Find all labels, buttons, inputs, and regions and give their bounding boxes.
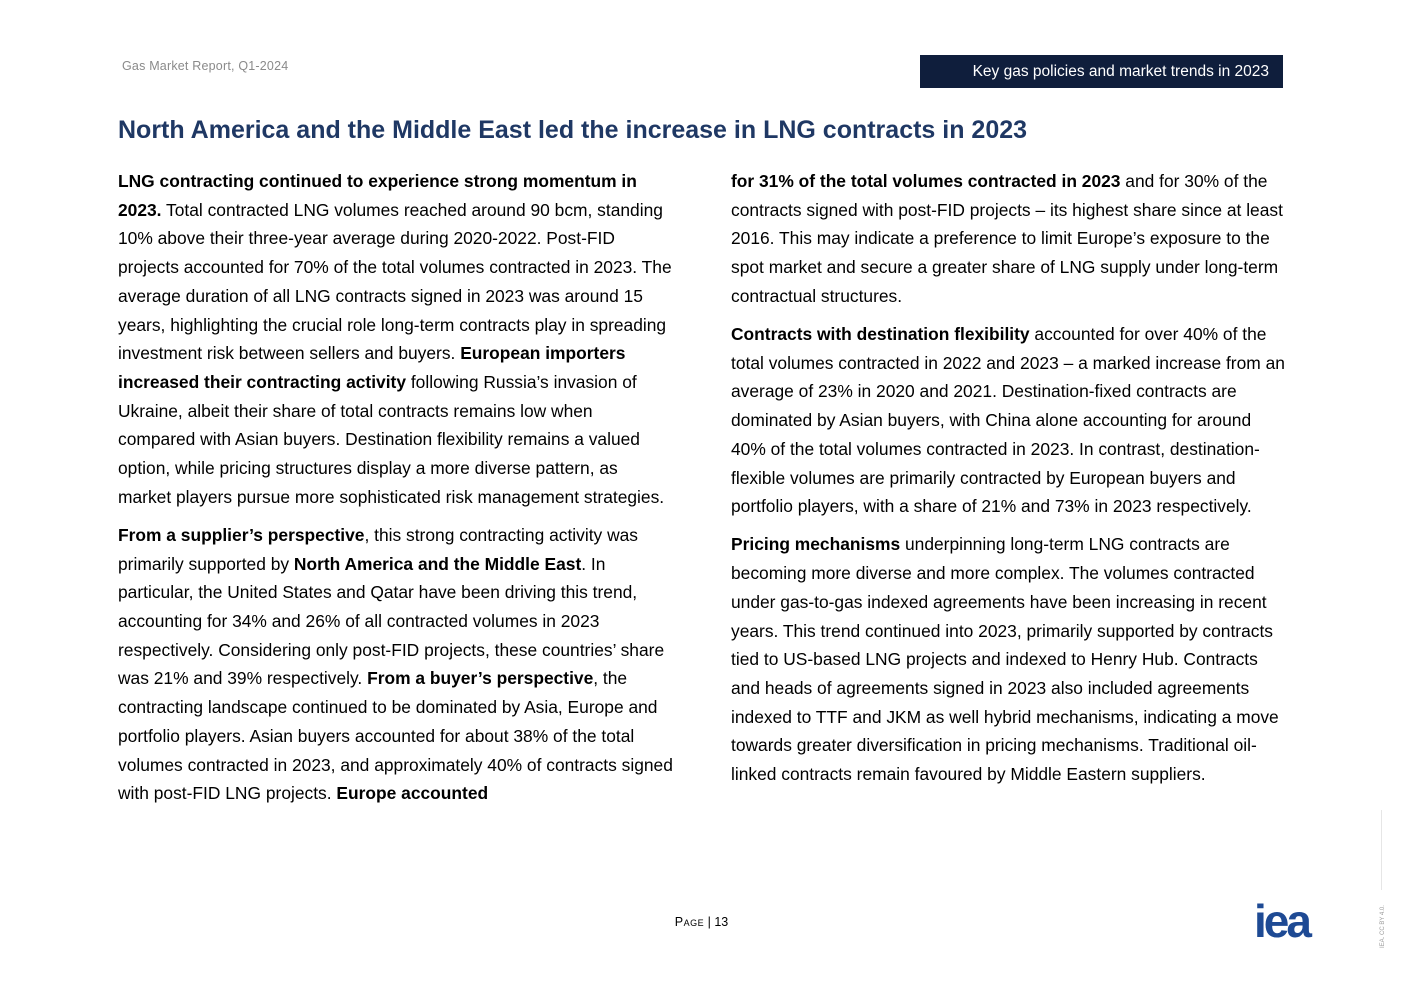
page-separator: | <box>704 915 715 929</box>
margin-rule <box>1381 810 1382 890</box>
body-text: Total contracted LNG volumes reached around 90 bcm, standing 10% above their three-year average during 2020-2022. Post-FID projects accounted for 70% of the total volumes contracted in 2023. The average duration of all LNG contracts signed in 2023 was around 15 years, highlighting the crucial role long-term contracts play in spreading investment risk between sellers and buyers. <box>118 199 672 364</box>
report-name: Gas Market Report, Q1-2024 <box>122 59 289 73</box>
bold-phrase: Pricing mechanisms <box>731 534 901 555</box>
page-label: Page <box>674 915 705 929</box>
bold-phrase: for 31% of the total volumes contracted in 2023 <box>731 171 1121 191</box>
body-text: underpinning long-term LNG contracts are becoming more diverse and more complex. The volumes contracted under gas-to-gas indexed agreements have been increasing in recent years. This trend continued into 2023, primarily supported by contracts tied to US-based LNG projects and indexed to Henry Hub. Contracts and heads of agreements signed in 2023 also included agreements indexed to TTF and JKM as well hybrid mechanisms, indicating a move towards greater diversification in pricing mechanisms. Traditional oil-linked contracts remain favoured by Middle Eastern suppliers. <box>731 534 1279 785</box>
body-text: . In particular, the United States and Qatar have been driving this trend, accounting for 34% and 26% of all contracted volumes in 2023 respectively. Considering only post-FID projects, these countries’ share was 21% and 39% respectively. <box>118 553 665 689</box>
paragraph-pricing-mechanisms <box>731 530 1287 788</box>
paragraph-supplier-perspective <box>118 521 674 808</box>
page-number <box>0 915 1403 929</box>
body-text: , the contracting landscape continued to be dominated by Asia, Europe and portfolio players. Asian buyers accounted for about 38% of the total volumes contracted in 2023, and approximately 40% of contracts signed with post-FID LNG projects. <box>118 668 673 804</box>
body-text: and for 30% of the contracts signed with post-FID projects – its highest share since at least 2016. This may indicate a preference to limit Europe’s exposure to the spot market and secure a greater share of LNG supply under long-term contractual structures. <box>731 171 1283 306</box>
bold-phrase: From a buyer’s perspective <box>367 668 594 689</box>
page-title: North America and the Middle East led the increase in LNG contracts in 2023 <box>118 116 1028 144</box>
page-number-value: 13 <box>714 915 729 929</box>
bold-phrase: LNG contracting continued to experience strong momentum in 2023. <box>118 171 637 220</box>
iea-logo <box>1254 903 1334 941</box>
paragraph-lng-momentum <box>118 167 674 511</box>
bold-phrase: European importers increased their contracting activity <box>118 343 626 392</box>
paragraph-europe-share <box>731 167 1287 311</box>
body-text: , this strong contracting activity was primarily supported by <box>118 524 638 574</box>
license-text: IEA. CC BY 4.0. <box>1380 905 1386 948</box>
iea-logo-text: iea <box>1254 903 1309 941</box>
left-column <box>118 167 674 817</box>
bold-phrase: From a supplier’s perspective <box>118 524 365 545</box>
bold-phrase: Europe accounted <box>336 783 489 804</box>
bold-phrase: North America and the Middle East <box>293 553 582 574</box>
body-text: accounted for over 40% of the total volumes contracted in 2022 and 2023 – a marked increase from an average of 23% in 2020 and 2021. Destination-fixed contracts are dominated by Asian buyers, with China alone accounting for around 40% of the total volumes contracted in 2023. In contrast, destination-flexible volumes are primarily contracted by European buyers and portfolio players, with a share of 21% and 73% in 2023 respectively. <box>731 324 1285 517</box>
bold-phrase: Contracts with destination flexibility <box>731 324 1030 345</box>
right-column <box>731 167 1287 798</box>
paragraph-destination-flexibility <box>731 320 1287 521</box>
body-text: following Russia’s invasion of Ukraine, albeit their share of total contracts remains low when compared with Asian buyers. Destination flexibility remains a valued option, while pricing structures display a more diverse pattern, as market players pursue more sophisticated risk management strategies. <box>118 371 665 507</box>
section-banner: Key gas policies and market trends in 2023 <box>920 55 1283 88</box>
